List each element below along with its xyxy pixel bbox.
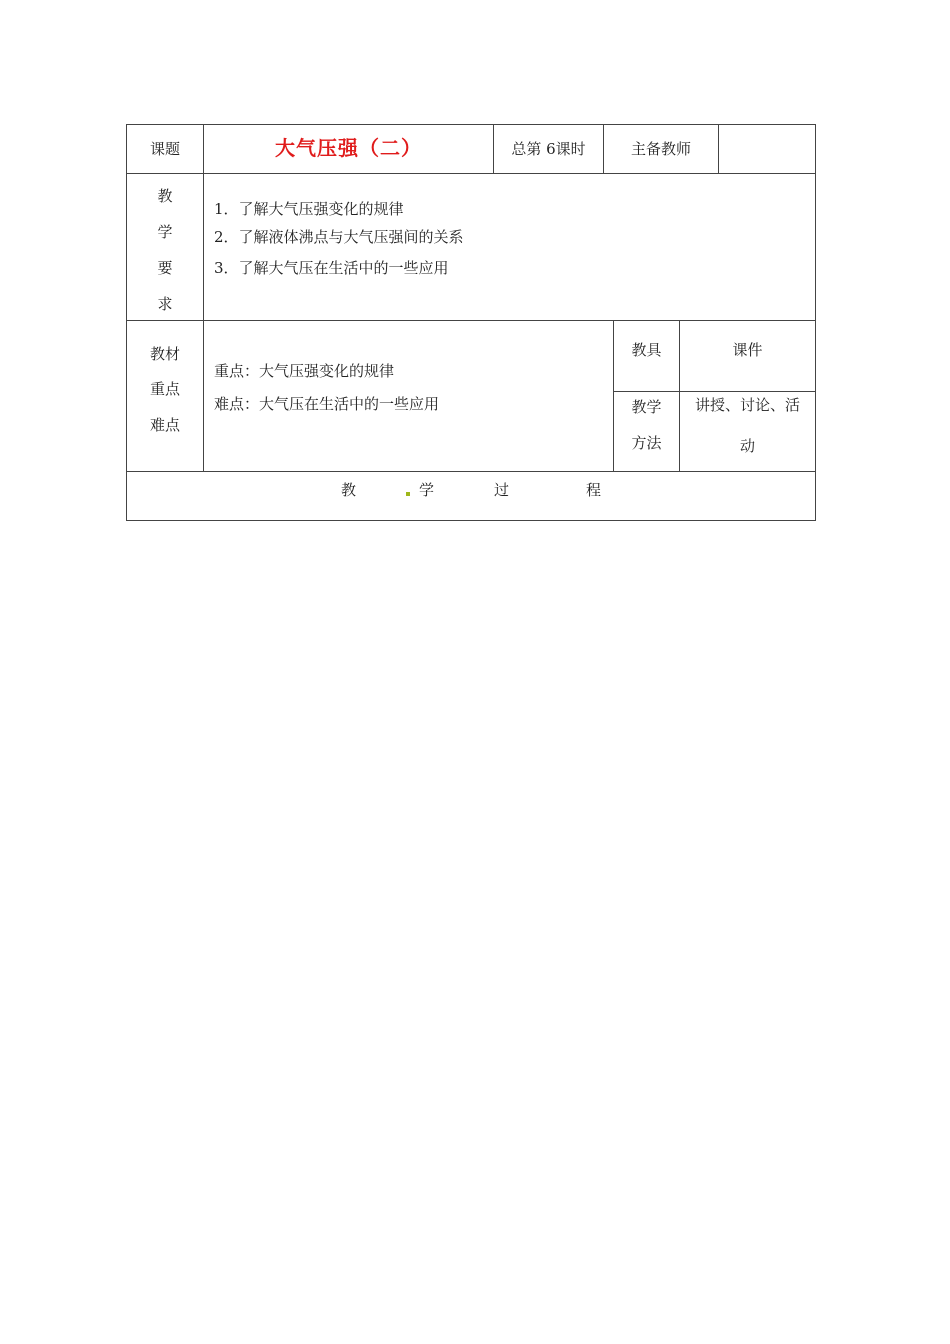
requirements-label-char: 教: [157, 187, 173, 205]
cell-teacher-value: [718, 124, 816, 174]
focus-label-line-1: 教材: [149, 345, 180, 363]
requirement-item-1: 1．了解大气压强变化的规律: [214, 200, 404, 218]
cell-requirements-content: [203, 173, 816, 321]
teacher-label: 主备教师: [630, 140, 691, 158]
process-char-4: 程: [586, 481, 602, 499]
requirements-label-char: 要: [157, 259, 173, 277]
course-title: 大气压强（二）: [275, 136, 422, 160]
method-value-line-1: 讲授、讨论、活: [694, 396, 800, 414]
lesson-count: 总第 6课时: [511, 140, 586, 158]
course-label: 课题: [149, 140, 180, 158]
process-char-3: 过: [494, 481, 510, 499]
requirements-label-char: 学: [157, 223, 173, 241]
decorative-dot: [406, 492, 410, 496]
requirements-label: [126, 178, 204, 322]
requirements-label-char: 求: [157, 295, 173, 313]
method-label-line-2: 方法: [631, 434, 662, 452]
tools-label: 教具: [631, 341, 662, 359]
method-label-line-1: 教学: [631, 398, 662, 416]
tools-value: 课件: [732, 341, 763, 359]
focus-label-line-3: 难点: [149, 416, 180, 434]
process-char-2: 学: [419, 481, 435, 499]
method-value-line-2: 动: [739, 437, 755, 455]
difficult-point: 难点：大气压在生活中的一些应用: [214, 395, 440, 413]
focus-label-line-2: 重点: [149, 380, 180, 398]
key-point: 重点：大气压强变化的规律: [214, 362, 395, 380]
cell-process: [126, 471, 816, 521]
requirement-item-2: 2．了解液体沸点与大气压强间的关系: [214, 228, 464, 246]
requirement-item-3: 3．了解大气压在生活中的一些应用: [214, 259, 449, 277]
process-char-1: 教: [341, 481, 357, 499]
